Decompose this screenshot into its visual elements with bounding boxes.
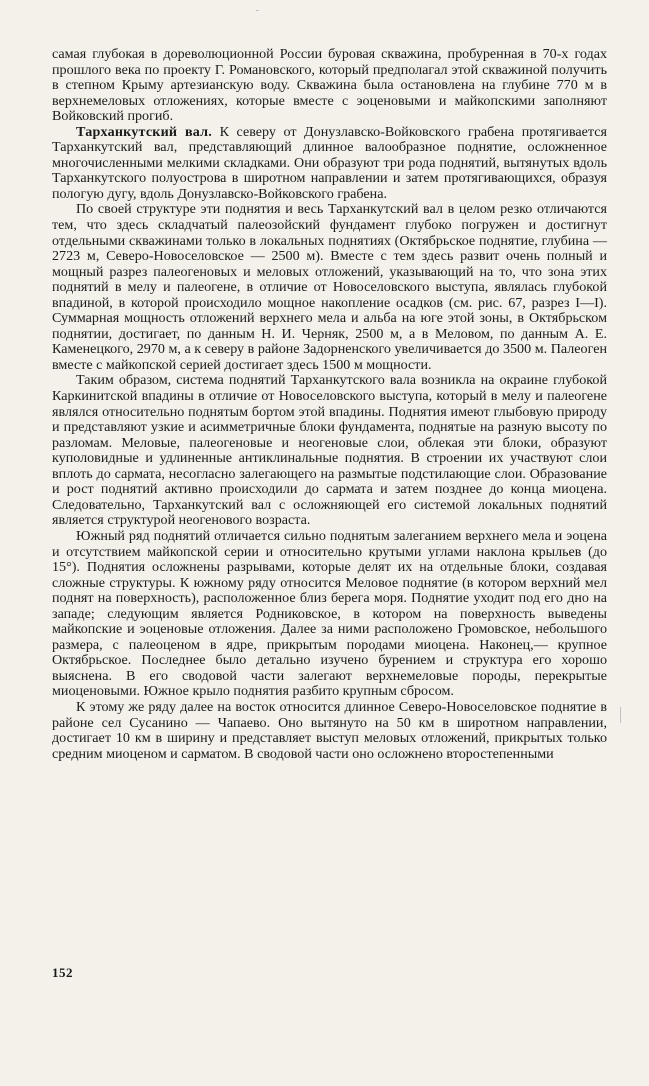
section-heading-tarkhankut-val: Тарханкутский вал. xyxy=(76,123,213,140)
scan-artifact-mark xyxy=(620,707,621,723)
paragraph-2-text: К северу от Донузлавско-Войковского грабена протягивается Тарханкутский вал, представляющий длинное валообразное поднятие, осложненное многочисленными мелкими складками. Они образуют три рода поднятий, вытянутых вдоль Тарханкутского полуострова в широтном направлении и затем протягивающихся, образуя пологую дугу, вдоль Донузлавско-Войковского грабена. xyxy=(52,123,607,202)
paragraph-3 xyxy=(52,202,607,373)
paragraph-2 xyxy=(52,125,607,203)
page-text xyxy=(52,47,607,762)
paragraph-6-text: К этому же ряду далее на восток относится длинное Северо-Новоселовское поднятие в районе сел Сусанино — Чапаево. Оно вытянуто на 50 км в широтном направлении, достигает 10 км в ширину и представляет выступ меловых отложений, прикрытых только средним миоценом и сарматом. В сводовой части оно осложнено второстепенными xyxy=(52,698,607,762)
paragraph-1-text: самая глубокая в дореволюционной России буровая скважина, пробуренная в 70-х годах прошлого века по проекту Г. Романовского, который предполагал этой скважиной получить в степном Крыму артезианскую воду. Скважина была остановлена на глубине 770 м в верхнемеловых отложениях, которые вместе с эоценовыми и майкопскими заполняют Войковский прогиб. xyxy=(52,46,607,125)
paragraph-5-text: Южный ряд поднятий отличается сильно поднятым залеганием верхнего мела и эоцена и отсутствием майкопской серии и относительно крутыми углами наклона крыльев (до 15°). Поднятия осложнены разрывами, которые делят их на отдельные блоки, создавая сложные структуры. К южному ряду относится Меловое поднятие (в котором верхний мел поднят на поверхность), расположенное близ берега моря. Поднятие уходит под его дно на западе; следующим является Родниковское, в котором на поверхность выведены майкопские и эоценовые отложения. Далее за ними расположено Громовское, небольшого размера, с палеоценом в ядре, прикрытым породами миоцена. Наконец,— крупное Октябрьское. Последнее было детально изучено бурением и структура его хорошо выяснена. В его сводовой части залегают верхнемеловые породы, перекрытые миоценовыми. Южное крыло поднятия разбито крупным сбросом. xyxy=(52,527,607,700)
paragraph-4 xyxy=(52,373,607,528)
paragraph-6 xyxy=(52,700,607,762)
page-number: 152 xyxy=(52,965,73,980)
paragraph-4-text: Таким образом, система поднятий Тарханкутского вала возникла на окраине глубокой Каркинитской впадины в отличие от Новоселовского выступа, который в мелу и палеогене являлся относительно поднятым бортом этой впадины. Поднятия имеют глыбовую природу и представляют узкие и асимметричные блоки фундамента, поднятые на разную высоту по разломам. Меловые, палеогеновые и неогеновые слои, облекая эти блоки, образуют куполовидные и удлиненные антиклинальные поднятия. В строении их участвуют слои вплоть до сармата, несогласно залегающего на размытые подстилающие слои. Образование и рост поднятий активно происходили до сармата и затем позднее до конца миоцена. Следовательно, Тарханкутский вал с осложняющей его системой локальных поднятий является структурой неогенового возраста. xyxy=(52,372,607,529)
paragraph-1 xyxy=(52,47,607,125)
paragraph-5 xyxy=(52,529,607,700)
paragraph-3-text: По своей структуре эти поднятия и весь Тарханкутский вал в целом резко отличаются тем, что здесь складчатый палеозойский фундамент глубоко погружен и достигнут отдельными скважинами только в локальных поднятиях (Октябрьское поднятие, глубина — 2723 м, Северо-Новоселовское — 2500 м). Вместе с тем здесь развит очень полный и мощный разрез палеогеновых и меловых отложений, указывающий на то, что зона этих поднятий в мелу и палеогене, в отличие от Новоселовского выступа, являлась глубокой впадиной, в которой происходило мощное накопление осадков (см. рис. 67, разрез I—I). Суммарная мощность отложений верхнего мела и альба на юге этой зоны, в Октябрьском поднятии, достигает, по данным Н. И. Черняк, 2500 м, а в Меловом, по данным А. Е. Каменецкого, 2970 м, а к северу в районе Задорненского увеличивается до 3500 м. Палеоген вместе с майкопской серией достигает здесь 1500 м мощности. xyxy=(52,201,607,373)
scan-artifact-dot xyxy=(256,10,259,11)
